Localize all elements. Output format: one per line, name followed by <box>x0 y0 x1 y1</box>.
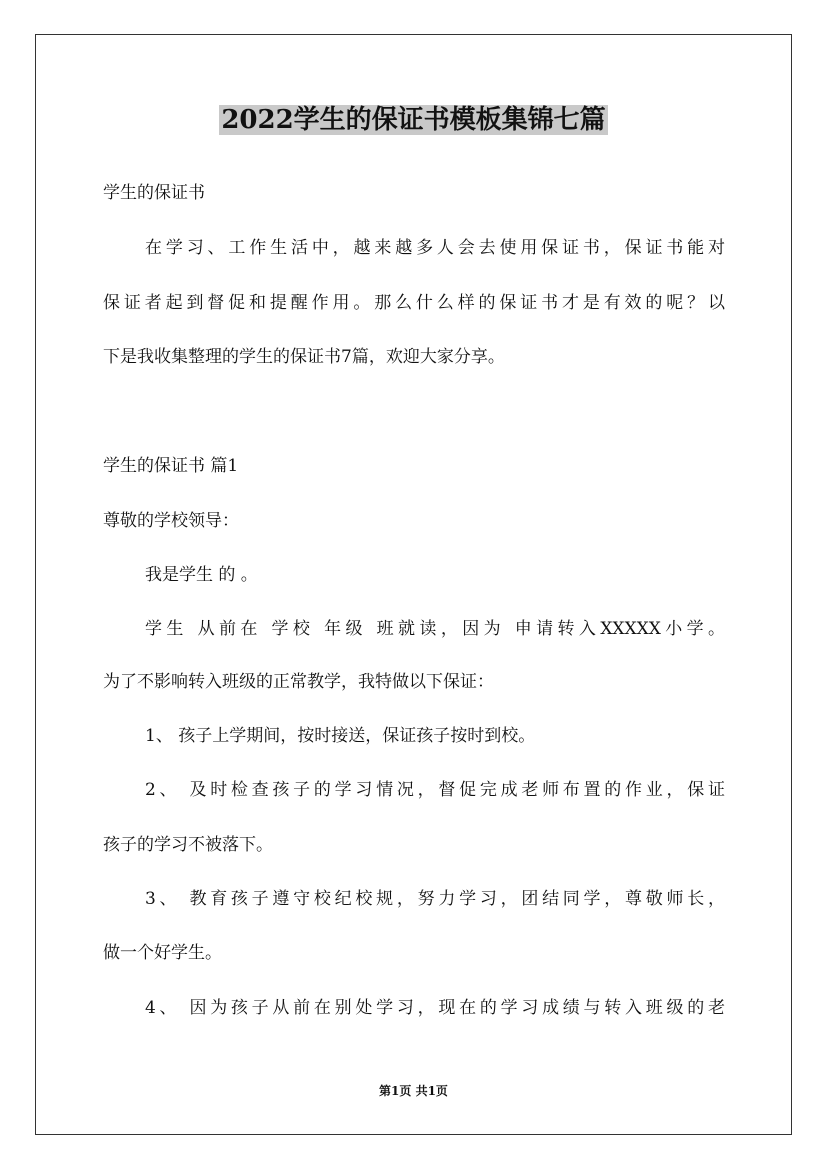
list-item-3-cont: 做一个好学生。 <box>103 943 222 963</box>
body-line-3: 为了不影响转入班级的正常教学，我特做以下保证： <box>103 672 494 692</box>
intro-line-1: 在学习、工作生活中，越来越多人会去使用保证书，保证书能对 <box>145 238 725 258</box>
body-line-1: 我是学生 的 。 <box>145 565 258 585</box>
salutation: 尊敬的学校领导： <box>103 511 239 531</box>
intro-line-2: 保证者起到督促和提醒作用。那么什么样的保证书才是有效的呢？以 <box>103 293 725 313</box>
intro-line-3: 下是我收集整理的学生的保证书7篇，欢迎大家分享。 <box>103 347 505 367</box>
page-footer: 第1页 共1页 <box>379 1084 448 1098</box>
document-title: 2022学生的保证书模板集锦七篇 <box>221 105 606 135</box>
list-item-4: 4、 因为孩子从前在别处学习，现在的学习成绩与转入班级的老 <box>145 998 725 1018</box>
list-item-2: 2、 及时检查孩子的学习情况，督促完成老师布置的作业，保证 <box>145 780 725 800</box>
list-item-3: 3、 教育孩子遵守校纪校规，努力学习，团结同学，尊敬师长， <box>145 889 725 909</box>
section-heading: 学生的保证书 篇1 <box>103 456 239 476</box>
list-item-2-cont: 孩子的学习不被落下。 <box>103 835 273 855</box>
body-line-2: 学生 从前在 学校 年级 班就读，因为 申请转入XXXXX小学。 <box>145 619 725 639</box>
list-item-1: 1、 孩子上学期间，按时接送，保证孩子按时到校。 <box>145 726 536 746</box>
intro-heading: 学生的保证书 <box>103 183 205 203</box>
